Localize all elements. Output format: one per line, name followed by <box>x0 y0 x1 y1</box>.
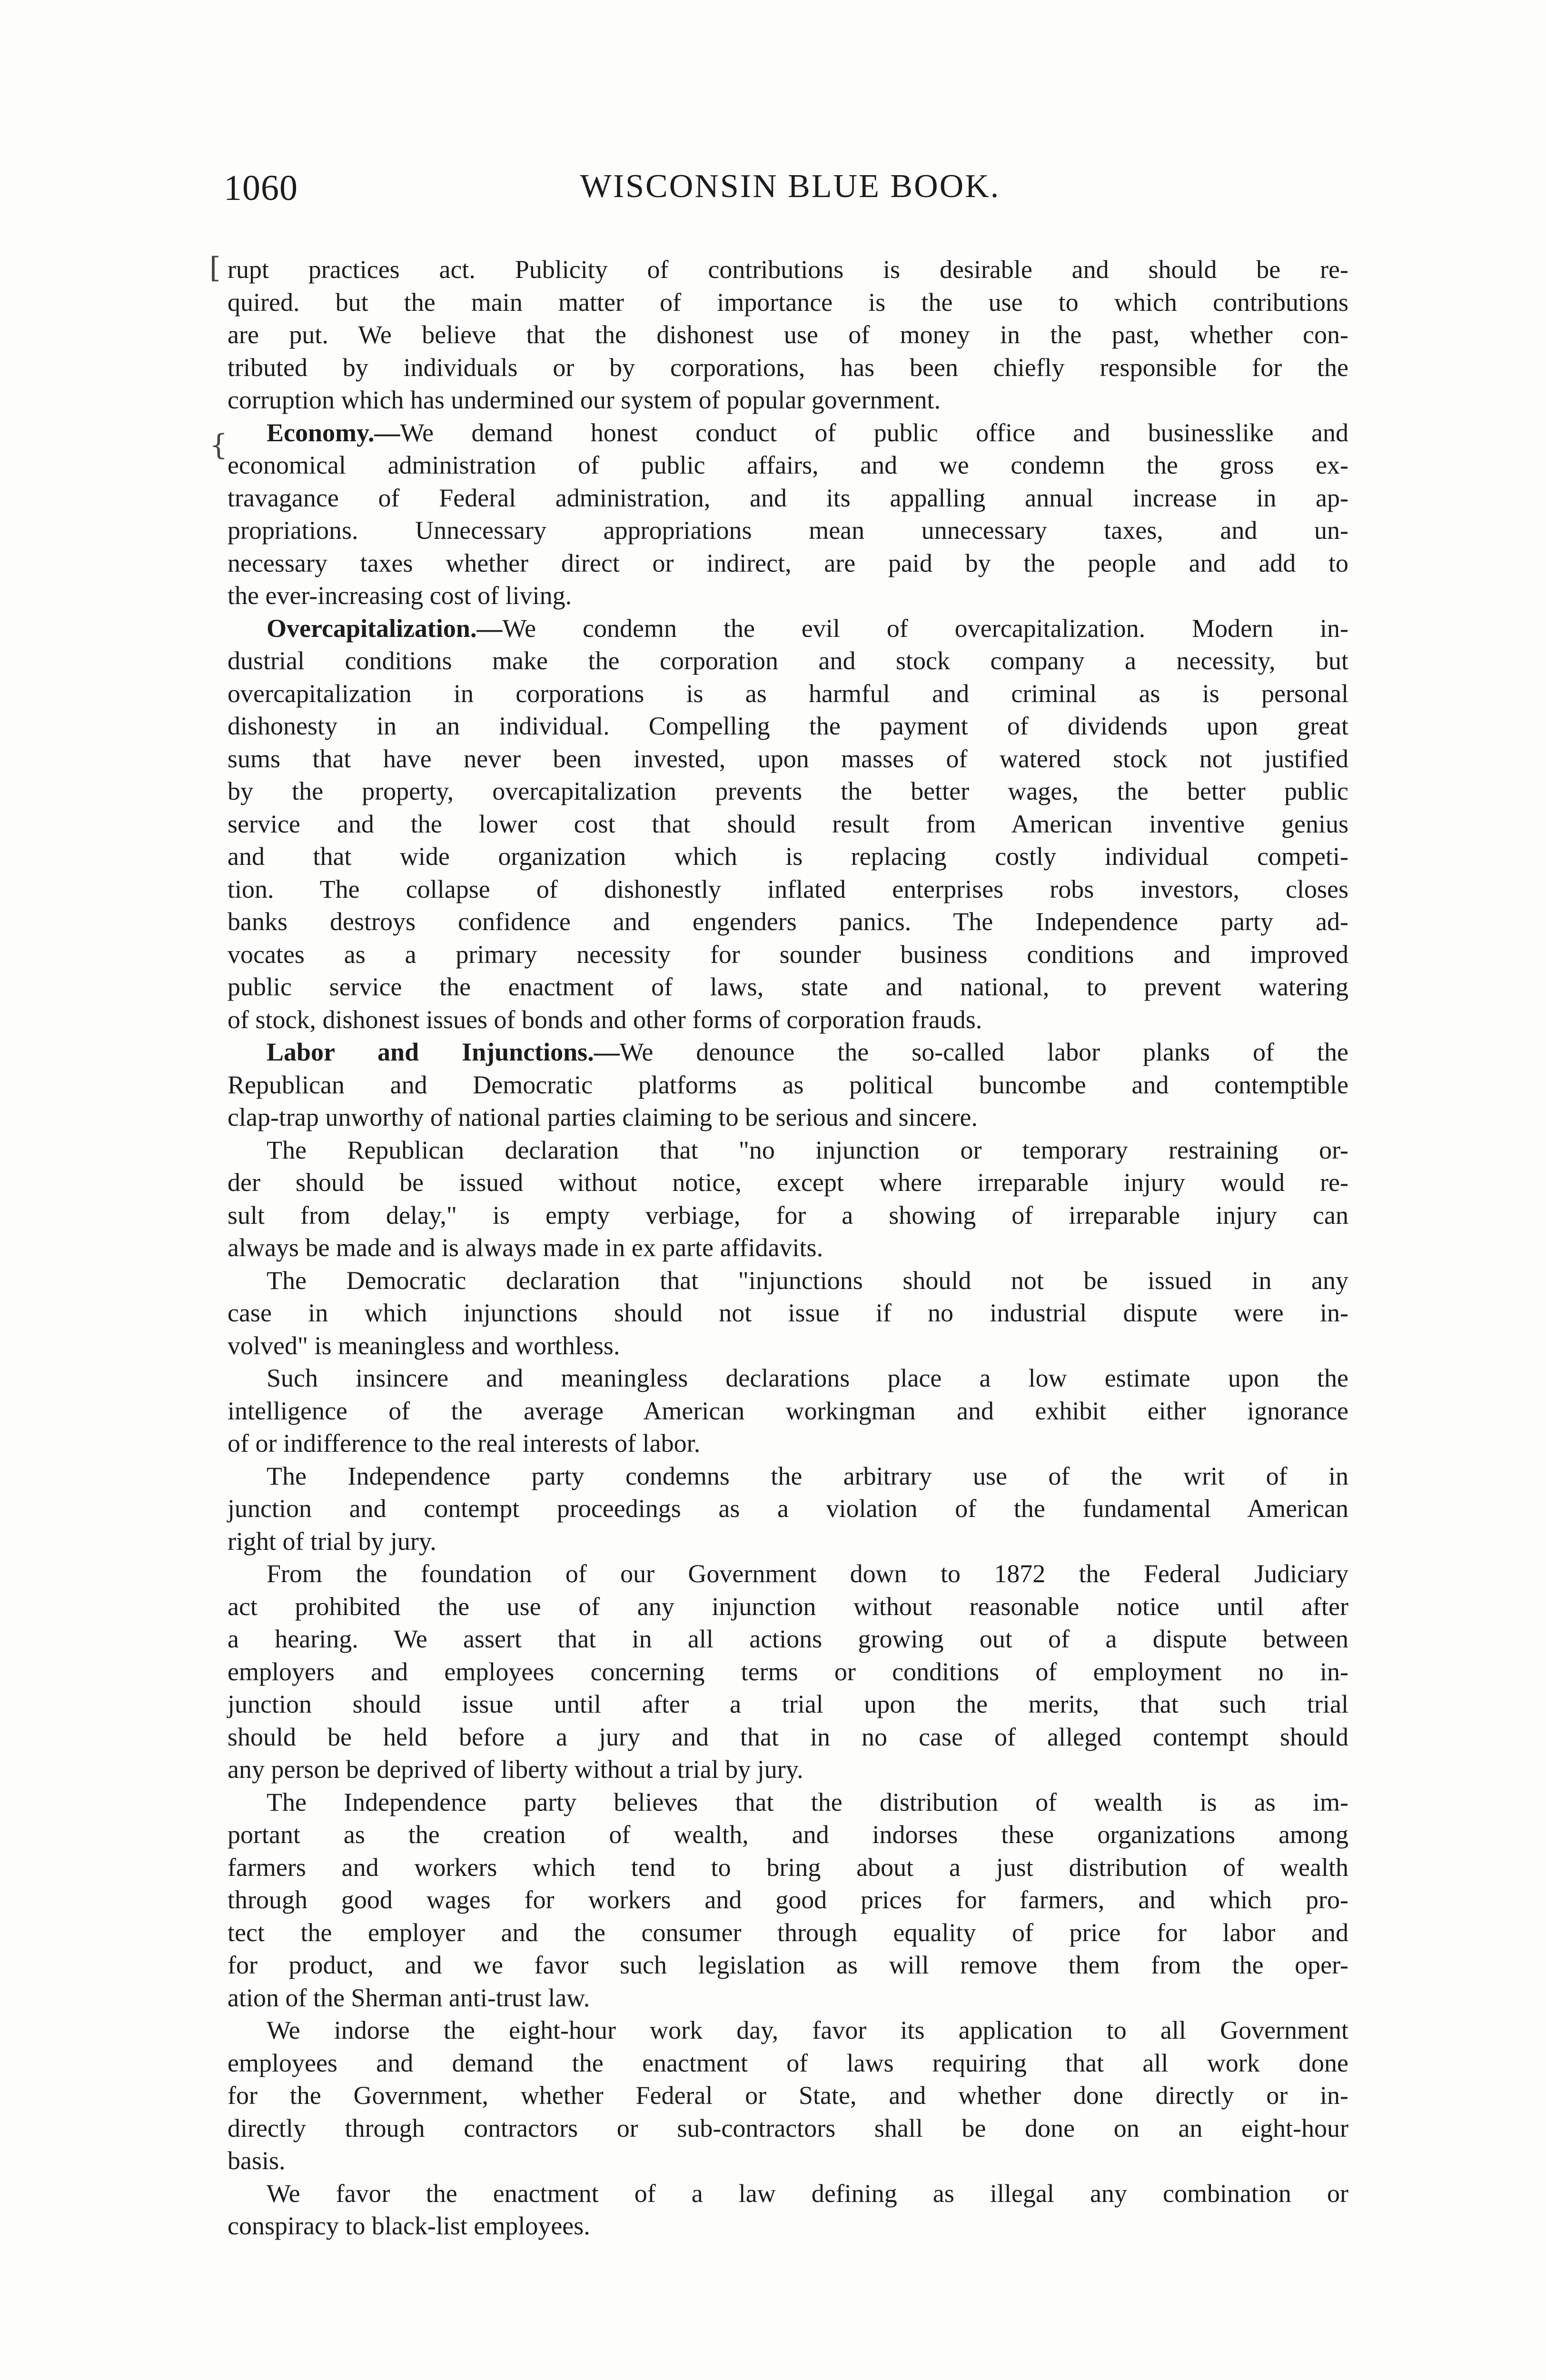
margin-bracket-mark: [ <box>209 251 221 285</box>
line-text: should be held before a jury and that in no case of alleged contempt should <box>228 1722 1348 1751</box>
line-text: any person be deprived of liberty without a trial by jury. <box>228 1755 803 1784</box>
line-text: portant as the creation of wealth, and indorses these organizations among <box>228 1820 1348 1849</box>
line-text: farmers and workers which tend to bring about a just distribution of wealth <box>228 1853 1348 1882</box>
line-text: ation of the Sherman anti-trust law. <box>228 1983 590 2012</box>
line-text: quired. but the main matter of importance is the use to which contributions <box>228 288 1348 317</box>
text-line <box>228 873 1348 906</box>
text-line <box>228 351 1348 384</box>
text-line <box>228 1427 1348 1460</box>
text-line <box>228 449 1348 482</box>
text-line <box>228 1884 1348 1916</box>
line-text: conspiracy to black-list employees. <box>228 2211 590 2240</box>
text-line <box>228 2047 1348 2080</box>
line-text: by the property, overcapitalization prevents the better wages, the better public <box>228 777 1348 805</box>
text-line <box>228 775 1348 808</box>
line-text: service and the lower cost that should result from American inventive genius <box>228 809 1348 838</box>
text-line <box>228 1851 1348 1884</box>
line-text: case in which injunctions should not issue if no industrial dispute were in- <box>228 1299 1348 1327</box>
text-line <box>228 1101 1348 1134</box>
line-text: junction and contempt proceedings as a violation of the fundamental American <box>228 1494 1348 1523</box>
text-line <box>228 2210 1348 2242</box>
page-number: 1060 <box>224 168 298 208</box>
section-heading: Overcapitalization.— <box>267 614 503 643</box>
page-header <box>224 168 1357 220</box>
text-line <box>228 1525 1348 1558</box>
line-text: corruption which has undermined our system of popular government. <box>228 386 941 414</box>
line-text: through good wages for workers and good prices for farmers, and which pro- <box>228 1885 1348 1914</box>
text-line <box>228 384 1348 416</box>
line-text: tion. The collapse of dishonestly inflated enterprises robs investors, closes <box>228 874 1348 903</box>
line-text: intelligence of the average American workingman and exhibit either ignorance <box>228 1396 1348 1425</box>
line-text: overcapitalization in corporations is as harmful and criminal as is personal <box>228 679 1348 708</box>
text-line <box>228 1199 1348 1232</box>
text-line <box>228 1329 1348 1362</box>
text-line <box>228 1916 1348 1949</box>
text-line <box>228 971 1348 1003</box>
section-heading-line <box>228 1036 1348 1069</box>
body-text <box>228 253 1348 2242</box>
line-text: tributed by individuals or by corporations, has been chiefly responsible for the <box>228 353 1348 382</box>
text-line <box>228 808 1348 841</box>
line-text: are put. We believe that the dishonest use of money in the past, whether con- <box>228 320 1348 349</box>
line-text: employers and employees concerning terms or conditions of employment no in- <box>228 1657 1348 1686</box>
section-heading: Labor and Injunctions.— <box>267 1038 620 1066</box>
text-line <box>228 1492 1348 1525</box>
text-line <box>228 2177 1348 2210</box>
text-line <box>228 318 1348 351</box>
text-line <box>228 743 1348 775</box>
line-text: of or indifference to the real interests of labor. <box>228 1429 701 1458</box>
text-line <box>228 1590 1348 1623</box>
line-text: dustrial conditions make the corporation and stock company a necessity, but <box>228 646 1348 675</box>
line-text: volved" is meaningless and worthless. <box>228 1331 620 1360</box>
line-text: a hearing. We assert that in all actions growing out of a dispute between <box>228 1625 1348 1653</box>
text-line <box>228 840 1348 873</box>
line-text: dishonesty in an individual. Compelling the payment of dividends upon great <box>228 712 1348 740</box>
line-text: rupt practices act. Publicity of contributions is desirable and should be re- <box>228 255 1348 284</box>
line-text: basis. <box>228 2146 286 2175</box>
line-text: propriations. Unnecessary appropriations mean unnecessary taxes, and un- <box>228 516 1348 545</box>
text-line <box>228 1003 1348 1036</box>
line-text: right of trial by jury. <box>228 1527 436 1556</box>
text-line <box>228 1395 1348 1428</box>
text-line <box>228 1721 1348 1754</box>
text-line <box>228 1460 1348 1493</box>
line-text: and that wide organization which is replacing costly individual competi- <box>228 842 1348 871</box>
text-line <box>228 1069 1348 1101</box>
text-line <box>228 1949 1348 1982</box>
section-heading: Economy.— <box>267 418 400 447</box>
line-text: act prohibited the use of any injunction without reasonable notice until after <box>228 1592 1348 1621</box>
text-line <box>228 2112 1348 2145</box>
text-line <box>228 677 1348 710</box>
line-text: The Democratic declaration that "injunctions should not be issued in any <box>267 1266 1348 1295</box>
text-line <box>228 645 1348 677</box>
line-text: From the foundation of our Government down to 1872 the Federal Judiciary <box>267 1559 1348 1588</box>
line-text: clap-trap unworthy of national parties claiming to be serious and sincere. <box>228 1103 978 1131</box>
text-line <box>228 482 1348 515</box>
line-text: der should be issued without notice, except where irreparable injury would re- <box>228 1168 1348 1197</box>
text-line <box>228 1786 1348 1819</box>
text-line <box>228 1362 1348 1395</box>
text-line <box>228 1656 1348 1688</box>
text-line <box>228 514 1348 547</box>
text-line <box>228 710 1348 743</box>
margin-bracket-mark: { <box>209 428 228 462</box>
text-line <box>228 2144 1348 2177</box>
text-line <box>228 547 1348 580</box>
line-text: of stock, dishonest issues of bonds and other forms of corporation frauds. <box>228 1005 982 1034</box>
line-text: Such insincere and meaningless declarations place a low estimate upon the <box>267 1364 1348 1392</box>
section-heading-line <box>228 612 1348 645</box>
line-text: for the Government, whether Federal or State, and whether done directly or in- <box>228 2081 1348 2110</box>
text-line <box>228 2014 1348 2047</box>
line-text: necessary taxes whether direct or indirect, are paid by the people and add to <box>228 548 1348 577</box>
line-text: employees and demand the enactment of laws requiring that all work done <box>228 2048 1348 2077</box>
text-line <box>228 905 1348 938</box>
line-text: public service the enactment of laws, state and national, to prevent watering <box>228 972 1348 1001</box>
line-text: always be made and is always made in ex parte affidavits. <box>228 1233 823 1262</box>
line-text: tect the employer and the consumer through equality of price for labor and <box>228 1918 1348 1947</box>
text-line <box>228 1297 1348 1329</box>
line-text: We indorse the eight-hour work day, favor its application to all Government <box>267 2016 1348 2044</box>
line-text: economical administration of public affairs, and we condemn the gross ex- <box>228 451 1348 479</box>
line-text: junction should issue until after a trial upon the merits, that such trial <box>228 1690 1348 1718</box>
text-line <box>228 1134 1348 1167</box>
text-line <box>228 1557 1348 1590</box>
line-text: for product, and we favor such legislation as will remove them from the oper- <box>228 1951 1348 1979</box>
line-text: vocates as a primary necessity for sounder business conditions and improved <box>228 940 1348 969</box>
text-line <box>228 579 1348 612</box>
line-text: banks destroys confidence and engenders panics. The Independence party ad- <box>228 907 1348 936</box>
line-text: We denounce the so-called labor planks of the <box>619 1038 1348 1066</box>
text-line <box>228 1818 1348 1851</box>
line-text: travagance of Federal administration, and its appalling annual increase in ap- <box>228 483 1348 512</box>
section-heading-line <box>228 416 1348 449</box>
running-head: WISCONSIN BLUE BOOK. <box>580 168 1001 205</box>
text-line <box>228 938 1348 971</box>
text-line <box>228 286 1348 319</box>
text-line <box>228 1753 1348 1786</box>
line-text: sult from delay," is empty verbiage, for a showing of irreparable injury can <box>228 1200 1348 1230</box>
line-text: The Independence party believes that the distribution of wealth is as im- <box>267 1787 1348 1816</box>
line-text: We condemn the evil of overcapitalization. Modern in- <box>502 614 1348 643</box>
line-text: We favor the enactment of a law defining as illegal any combination or <box>267 2179 1348 2208</box>
line-text: We demand honest conduct of public office and businesslike and <box>400 418 1348 447</box>
line-text: The Republican declaration that "no injunction or temporary restraining or- <box>267 1135 1348 1164</box>
text-line <box>228 1231 1348 1264</box>
text-line <box>228 1264 1348 1297</box>
text-line <box>228 2079 1348 2112</box>
line-text: directly through contractors or sub-contractors shall be done on an eight-hour <box>228 2113 1348 2142</box>
text-line <box>228 1982 1348 2014</box>
line-text: the ever-increasing cost of living. <box>228 581 572 610</box>
line-text: Republican and Democratic platforms as political buncombe and contemptible <box>228 1070 1348 1099</box>
line-text: sums that have never been invested, upon masses of watered stock not justified <box>228 744 1348 773</box>
text-line <box>228 1688 1348 1721</box>
line-text: The Independence party condemns the arbitrary use of the writ of in <box>267 1461 1348 1490</box>
text-line <box>228 1166 1348 1199</box>
text-line <box>228 253 1348 286</box>
text-line <box>228 1623 1348 1656</box>
